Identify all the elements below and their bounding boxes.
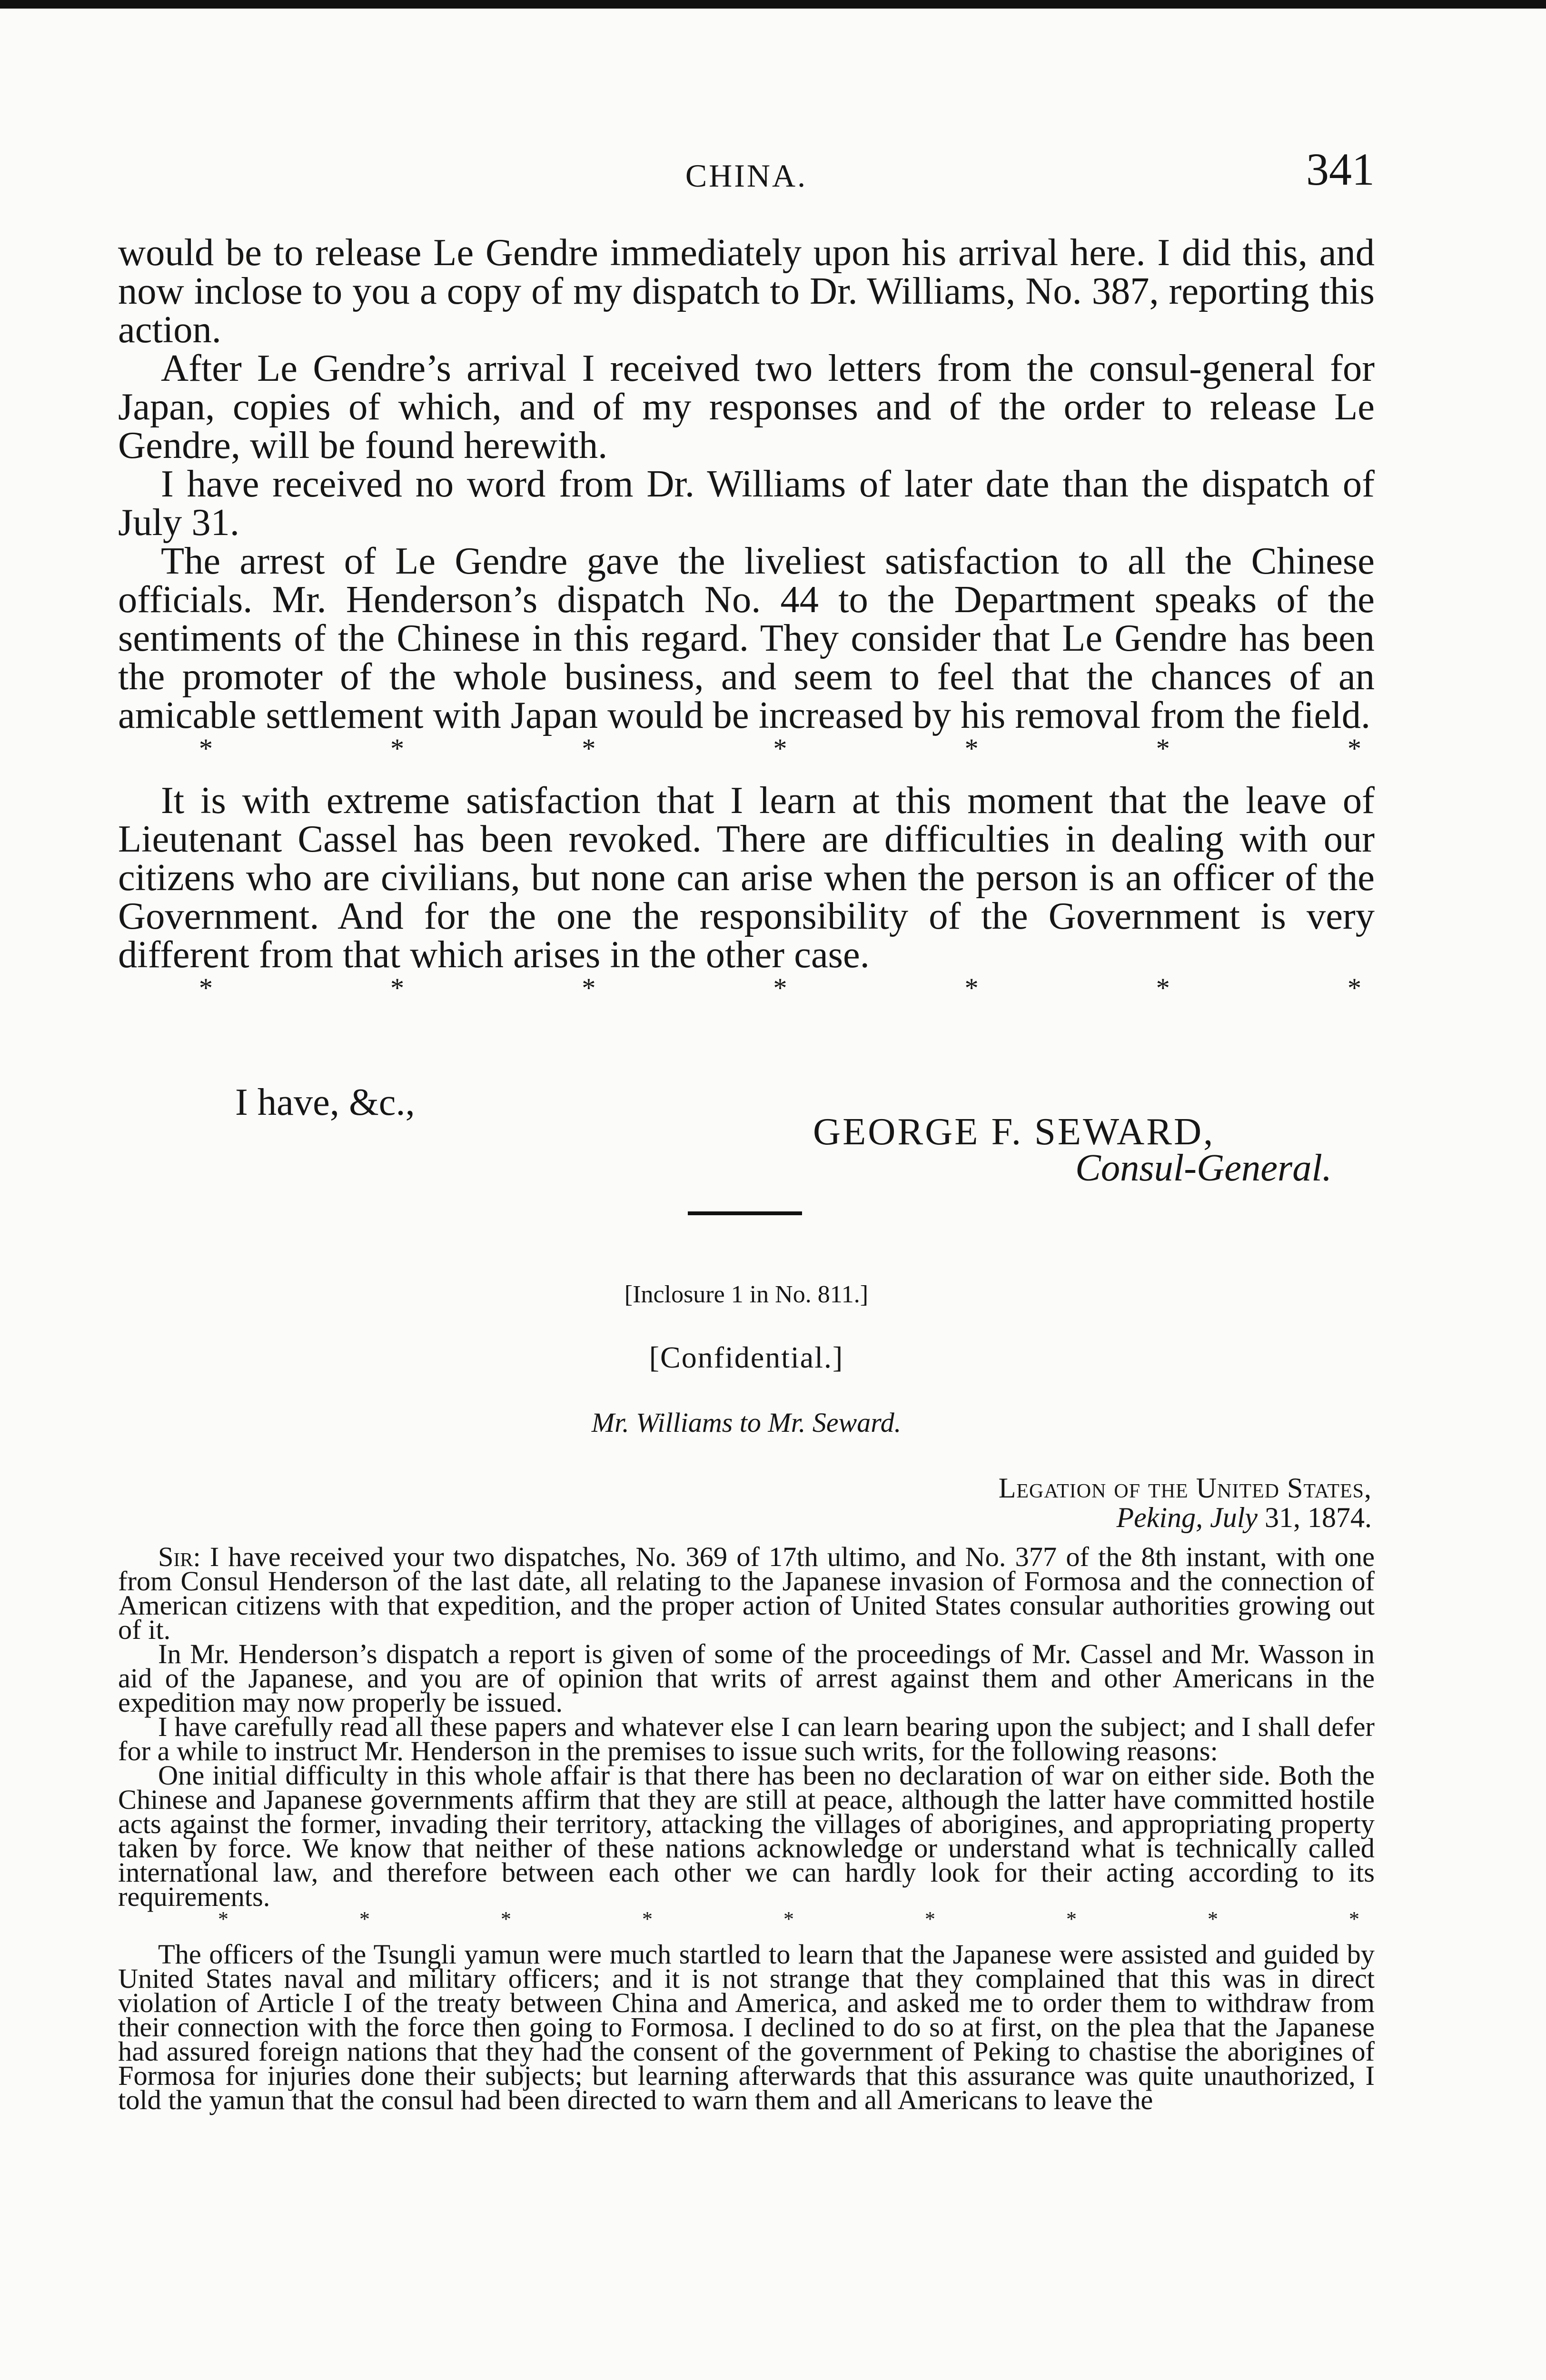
inclosure-paragraph: One initial difficulty in this whole affair is that there has been no declaration of war on either side. Both the Chinese and Japanese governments affirm that they are still at peace, although the latter have committed hostile acts against the former, invading their territory, attacking the villages of aborigines, and appropriating property taken by force. We know that neither of these nations acknowledge or understand what is technically called international law, and therefore between each other we can hardly look for their acting according to its requirements. — [118, 1760, 1375, 1912]
ellipsis-star: * — [1347, 972, 1361, 1003]
ellipsis-star: * — [642, 1907, 653, 1931]
ellipsis-star: * — [1347, 733, 1361, 764]
letter-paragraph: would be to release Le Gendre immediately upon his arrival here. I did this, and now inclose to you a copy of my dispatch to Dr. Williams, No. 387, reporting this action. — [118, 231, 1375, 351]
closing-greeting: I have, &c., — [235, 1081, 415, 1123]
ellipsis-star: * — [964, 733, 979, 764]
page-header — [118, 143, 1375, 209]
ellipsis-star: * — [783, 1907, 794, 1931]
ellipsis-star: * — [582, 733, 596, 764]
dateline-date: 31, 1874. — [1265, 1502, 1372, 1533]
letter-paragraph: The arrest of Le Gendre gave the liveliest satisfaction to all the Chinese officials. Mr. Henderson’s dispatch No. 44 to the Department speaks of the sentiments of the Chinese in this regard. They consider that Le Gendre has been the promoter of the whole business, and seem to feel that the chances of an amicable settlement with Japan would be increased by his removal from the field. — [118, 540, 1375, 736]
ellipsis-star: * — [964, 972, 979, 1003]
ellipsis-star: * — [582, 972, 596, 1003]
ellipsis-star: * — [1156, 733, 1170, 764]
ellipsis-stars-row — [118, 734, 1375, 763]
ellipsis-star: * — [501, 1907, 511, 1931]
inclosure-body — [118, 1541, 1375, 2115]
letter-heading: Mr. Williams to Mr. Seward. — [591, 1407, 902, 1438]
ellipsis-star: * — [199, 733, 213, 764]
page-number: 341 — [1306, 144, 1375, 195]
letter-paragraph: After Le Gendre’s arrival I received two letters from the consul-general for Japan, copies of which, and of my responses and of the order to release Le Gendre, will be found herewith. — [118, 347, 1375, 466]
dateline-place-date — [999, 1503, 1372, 1532]
ellipsis-star: * — [1208, 1907, 1218, 1931]
ellipsis-star: * — [199, 972, 213, 1003]
dateline-place: Peking, July — [1116, 1502, 1258, 1533]
salutation: Sir — [158, 1541, 193, 1572]
ellipsis-star: * — [359, 1907, 370, 1931]
letter-paragraph: I have received no word from Dr. Williams of later date than the dispatch of July 31. — [118, 463, 1375, 544]
dateline-legation: Legation of the United States, — [998, 1472, 1372, 1504]
ellipsis-star: * — [1349, 1907, 1359, 1931]
ellipsis-stars-row — [118, 974, 1375, 1002]
signature-name: GEORGE F. SEWARD, — [813, 1111, 1215, 1153]
ellipsis-star: * — [1066, 1907, 1077, 1931]
signature-title: Consul-General. — [1075, 1147, 1332, 1189]
inclosure-paragraph-text: : I have received your two dispatches, No. 369 of 17th ultimo, and No. 377 of the 8th instant, with one from Consul Henderson of the last date, all relating to the Japanese invasion of Formosa and the connection of American citizens with that expedition, and the proper action of United States consular authorities growing out of it. — [118, 1541, 1375, 1645]
ellipsis-star: * — [773, 733, 787, 764]
inclosure-label: [Inclosure 1 in No. 811.] — [624, 1281, 869, 1308]
ellipsis-star: * — [925, 1907, 935, 1931]
ellipsis-star: * — [1156, 972, 1170, 1003]
letter-paragraph: It is with extreme satisfaction that I learn at this moment that the leave of Lieutenant Cassel has been revoked. There are difficulties in dealing with our citizens who are civilians, but none can arise when the person is an officer of the Government. And for the one the responsibility of the Government is very different from that which arises in the other case. — [118, 779, 1375, 976]
confidential-label: [Confidential.] — [649, 1340, 844, 1374]
running-title: CHINA. — [685, 158, 808, 194]
inclosure-paragraph: The officers of the Tsungli yamun were much startled to learn that the Japanese were assisted and guided by United States naval and military officers; and it is not strange that they complained that this was in direct violation of Article I of the treaty between China and America, and asked me to order them to withdraw from their connection with the force then going to Formosa. I declined to do so at first, on the plea that the Japanese had assured foreign nations that they had the consent of the government of Peking to chastise the aborigines of Formosa for injuries done their subjects; but learning afterwards that this assurance was quite unauthorized, I told the yamun that the consul had been directed to warn them and all Americans to leave the — [118, 1939, 1375, 2115]
inclosure-paragraph: In Mr. Henderson’s dispatch a report is given of some of the proceedings of Mr. Cassel and Mr. Wasson in aid of the Japanese, and you are of opinion that writs of arrest against them and other Americans in the expedition may now properly be issued. — [118, 1638, 1375, 1718]
letter-body — [118, 233, 1375, 1002]
inclosure-paragraph: I have carefully read all these papers and whatever else I can learn bearing upon the subject; and I shall defer for a while to instruct Mr. Henderson in the premises to issue such writs, for the following reasons: — [118, 1711, 1375, 1766]
section-divider — [688, 1211, 802, 1215]
ellipsis-stars-row — [118, 1909, 1375, 1930]
ellipsis-star: * — [390, 733, 405, 764]
ellipsis-star: * — [390, 972, 405, 1003]
ellipsis-star: * — [218, 1907, 228, 1931]
inclosure-paragraph — [118, 1541, 1375, 1645]
ellipsis-star: * — [773, 972, 787, 1003]
top-edge-rule — [0, 0, 1546, 9]
dateline — [999, 1473, 1372, 1532]
